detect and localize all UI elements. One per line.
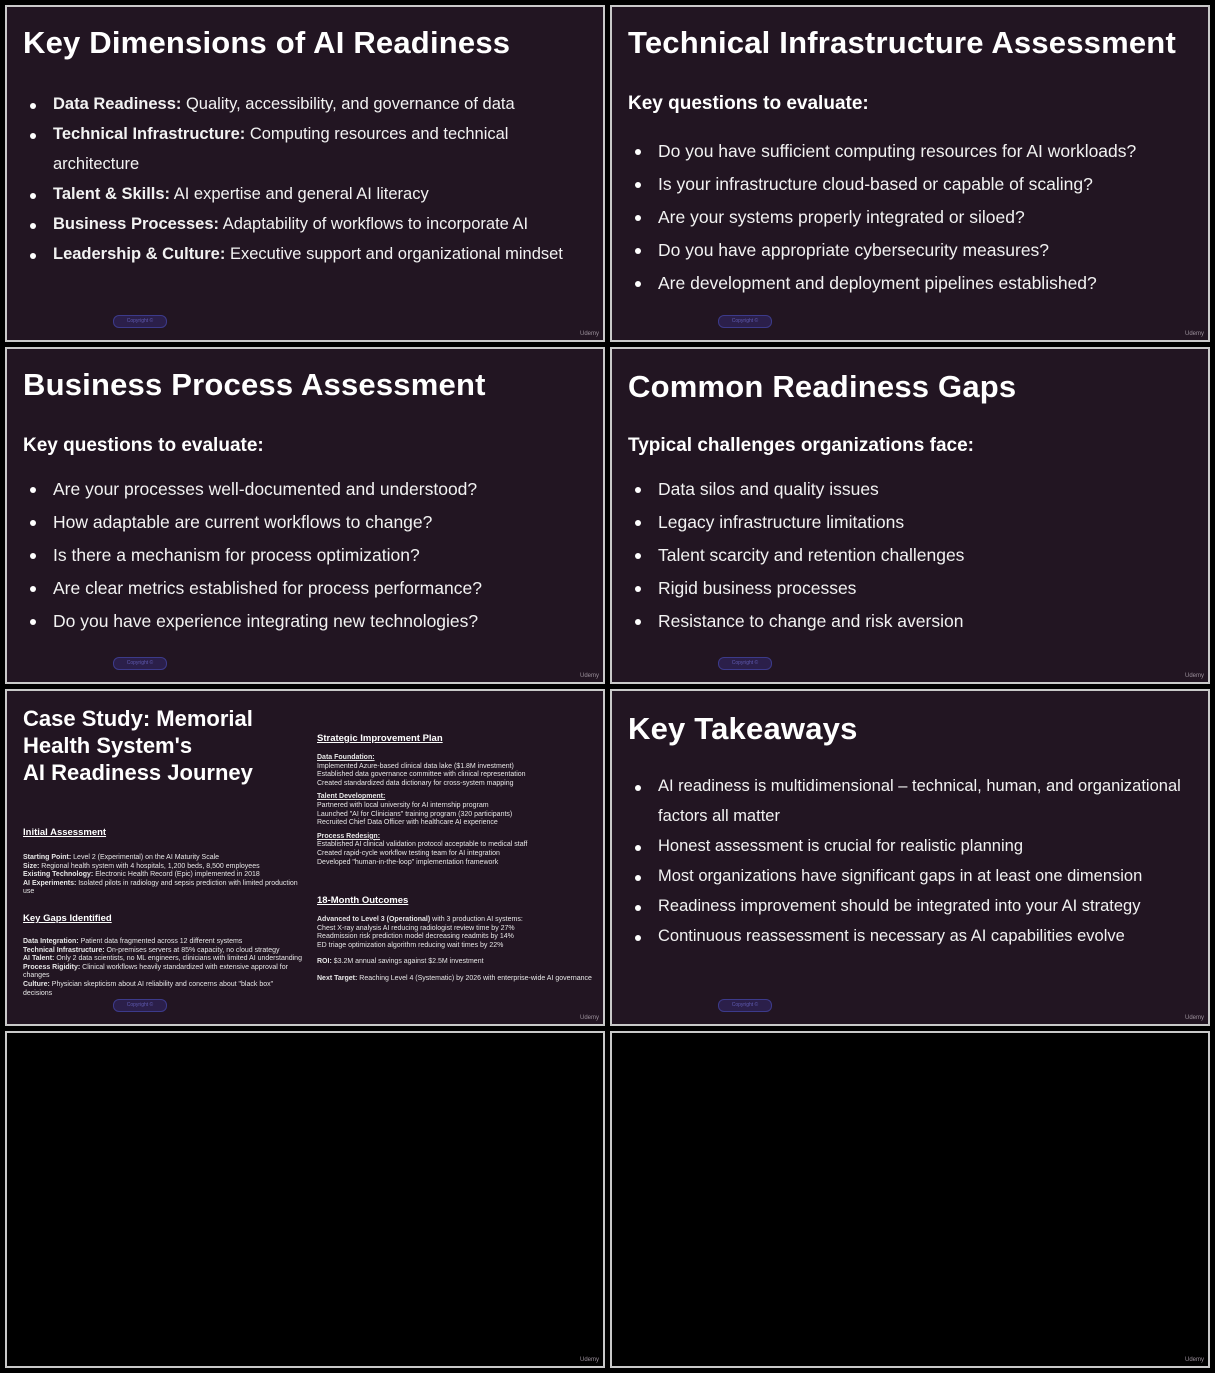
slide-title: Common Readiness Gaps [628,369,1017,404]
slide-subheading: Key questions to evaluate: [628,93,869,114]
list-item: Existing Technology: Electronic Health Record (Epic) implemented in 2018 [23,871,260,879]
list-item: Advanced to Level 3 (Operational) with 3 production AI systems: Chest X-ray analysis AI reducing radiologist review time by 27% Readmission risk prediction model decreasing readmits by 14% ED triage optimization algorithm reducing wait times by 22% [317,916,523,949]
brand-watermark: Udemy [1184,1357,1204,1363]
copyright-badge: Copyright © [113,999,167,1012]
copyright-badge: Copyright © [718,999,772,1012]
slide-case-study[interactable] [5,689,605,1026]
slide-title: Key Takeaways [628,711,858,746]
list-item: Size: Regional health system with 4 hospitals, 1,200 beds, 8,500 employees [23,862,260,870]
list-item: Is your infrastructure cloud-based or capable of scaling? [628,168,1200,201]
outcomes-list [317,916,597,989]
copyright-badge: Copyright © [113,657,167,670]
improvement-plan-list [317,754,597,872]
bullet-list [23,89,595,269]
list-item: ROI: $3.2M annual savings against $2.5M investment [317,958,484,966]
brand-watermark: Udemy [579,673,599,679]
brand-watermark: Udemy [1184,331,1204,337]
copyright-badge: Copyright © [718,315,772,328]
slide-title: Case Study: Memorial Health System's AI Readiness Journey [23,706,253,785]
list-item: Talent scarcity and retention challenges [628,539,1200,572]
slide-technical-infrastructure[interactable] [610,5,1210,342]
list-item: Do you have experience integrating new technologies? [23,605,595,638]
list-item: Rigid business processes [628,572,1200,605]
list-item: Process Rigidity: Clinical workflows heavily standardized with extensive approval for changes [23,963,288,980]
list-item: Data Integration: Patient data fragmented across 12 different systems [23,938,243,945]
list-item: Technical Infrastructure: Computing resources and technical architecture [23,119,595,179]
list-item: Are development and deployment pipelines established? [628,267,1200,300]
list-item: AI readiness is multidimensional – technical, human, and organizational factors all matter [628,771,1200,831]
list-item: AI Experiments: Isolated pilots in radiology and sepsis prediction with limited production use [23,879,298,896]
list-item: Are your processes well-documented and understood? [23,473,595,506]
list-item: Business Processes: Adaptability of workflows to incorporate AI [23,209,595,239]
bullet-list [23,473,595,638]
brand-watermark: Udemy [1184,673,1204,679]
slide-blank-right[interactable] [610,1031,1210,1368]
brand-watermark: Udemy [1184,1015,1204,1021]
list-item: Data Readiness: Quality, accessibility, and governance of data [23,89,595,119]
key-gaps-list [23,938,303,998]
list-item: Data silos and quality issues [628,473,1200,506]
improvement-plan-heading: Strategic Improvement Plan [317,733,443,744]
initial-assessment-heading: Initial Assessment [23,827,107,838]
copyright-badge: Copyright © [113,315,167,328]
list-item: Talent & Skills: AI expertise and general AI literacy [23,179,595,209]
list-item: Data Foundation: Implemented Azure-based clinical data lake ($1.8M investment) Established data governance committee with clinical representation Created standardized data dictionary for cross-system mapping [317,754,526,787]
list-item: Culture: Physician skepticism about AI reliability and concerns about "black box" decisions [23,980,274,997]
key-gaps-heading: Key Gaps Identified [23,913,112,924]
list-item: Continuous reassessment is necessary as AI capabilities evolve [628,921,1200,951]
slide-business-process[interactable] [5,347,605,684]
slide-key-dimensions[interactable] [5,5,605,342]
list-item: Do you have appropriate cybersecurity measures? [628,234,1200,267]
slide-key-takeaways[interactable] [610,689,1210,1026]
list-item: Honest assessment is crucial for realistic planning [628,831,1200,861]
slide-title: Key Dimensions of AI Readiness [23,25,511,60]
outcomes-heading: 18-Month Outcomes [317,895,409,906]
list-item: Technical Infrastructure: On-premises servers at 85% capacity, no cloud strategy [23,946,280,954]
slide-subheading: Key questions to evaluate: [23,435,264,456]
slide-title: Technical Infrastructure Assessment [628,25,1176,60]
list-item: Leadership & Culture: Executive support and organizational mindset [23,239,595,269]
list-item: Most organizations have significant gaps in at least one dimension [628,861,1200,891]
list-item: Next Target: Reaching Level 4 (Systematic) by 2026 with enterprise-wide AI governance [317,974,592,982]
copyright-badge: Copyright © [718,657,772,670]
bullet-list [628,135,1200,300]
brand-watermark: Udemy [579,1357,599,1363]
list-item: Process Redesign: Established AI clinical validation protocol acceptable to medical staff Created rapid-cycle workflow testing team for AI integration Developed "human-in-the-loop" implementation framework [317,832,528,866]
list-item: Legacy infrastructure limitations [628,506,1200,539]
bullet-list [628,771,1200,951]
list-item: Are clear metrics established for process performance? [23,572,595,605]
list-item: How adaptable are current workflows to change? [23,506,595,539]
list-item: Starting Point: Level 2 (Experimental) on the AI Maturity Scale [23,854,220,861]
list-item: Do you have sufficient computing resources for AI workloads? [628,135,1200,168]
list-item: Are your systems properly integrated or siloed? [628,201,1200,234]
slide-blank-left[interactable] [5,1031,605,1368]
slide-readiness-gaps[interactable] [610,347,1210,684]
initial-assessment-list [23,854,303,897]
list-item: Is there a mechanism for process optimization? [23,539,595,572]
brand-watermark: Udemy [579,1015,599,1021]
slide-title: Business Process Assessment [23,367,486,402]
brand-watermark: Udemy [579,331,599,337]
bullet-list [628,473,1200,638]
list-item: Readiness improvement should be integrated into your AI strategy [628,891,1200,921]
list-item: Resistance to change and risk aversion [628,605,1200,638]
list-item: Talent Development: Partnered with local university for AI internship program Launched "AI for Clinicians" training program (320 participants) Recruited Chief Data Officer with healthcare AI experience [317,793,513,827]
list-item: AI Talent: Only 2 data scientists, no ML engineers, clinicians with limited AI understanding [23,955,302,963]
slide-subheading: Typical challenges organizations face: [628,435,974,456]
